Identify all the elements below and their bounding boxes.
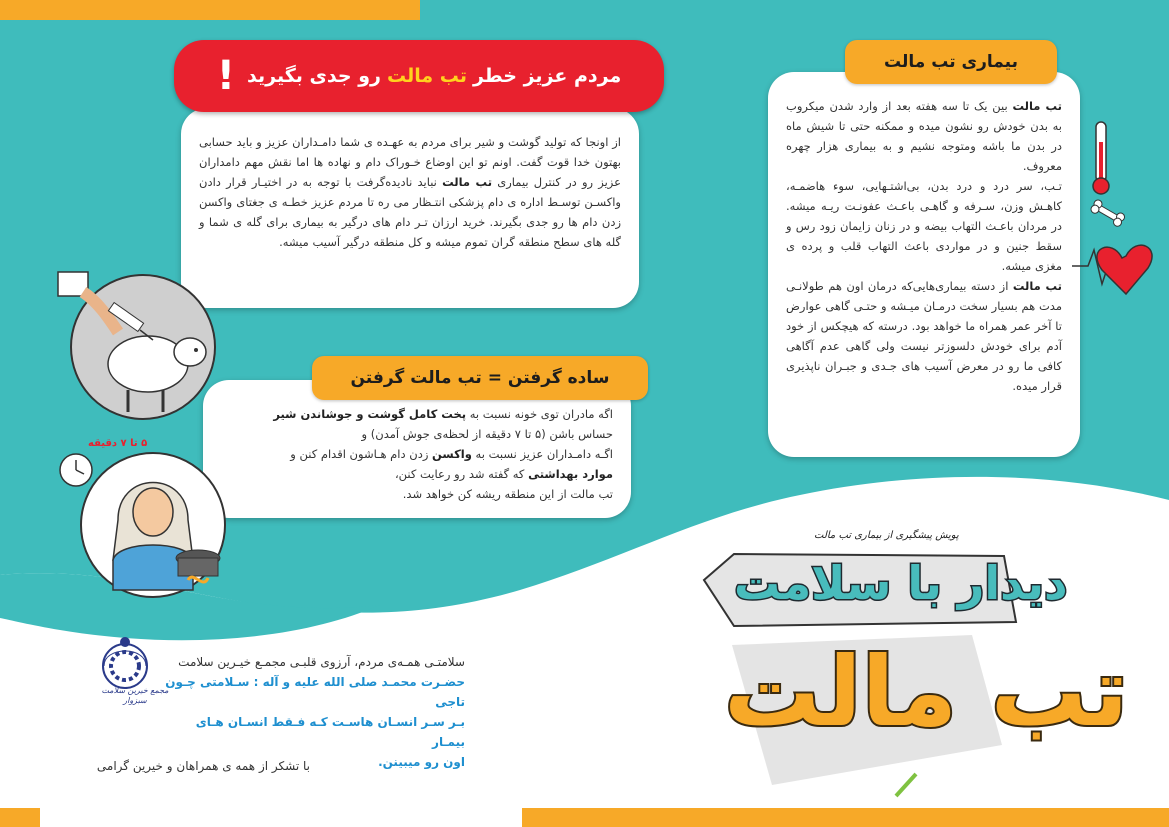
- disease-card: [768, 72, 1080, 457]
- thermometer-heart-icon: [1082, 118, 1162, 308]
- disease-para-1: بین یک تا سه هفته بعد از وارد شدن میکروب به بدن خودش رو نشون میده و ممکنه حتی تا شیش ماه در بدن ما باشه ومتوجه نشیم و به بیماری هزار چهره معروف.: [786, 99, 1062, 173]
- simple-title: ساده گرفتن = تب مالت گرفتن: [312, 356, 648, 400]
- warning-card: [181, 108, 639, 308]
- sheep-vaccine-illustration: [68, 272, 218, 422]
- simple-card: [203, 380, 631, 518]
- simple-bold-4: موارد بهداشتی: [528, 467, 613, 481]
- footer-quote-3: اون رو میبینن.: [378, 755, 465, 769]
- cover-headline: دیدار با سلامت: [734, 556, 1068, 610]
- small-needle-icon: [892, 770, 922, 800]
- footer-block: [165, 652, 465, 772]
- cover-big-title: تب مالت: [724, 636, 1129, 748]
- logo-text: مجمع خیرین سلامت سبزوار: [101, 686, 169, 705]
- mother-cooking-illustration: [78, 440, 228, 600]
- simple-line-5: تب مالت از این منطقه ریشه کن خواهد شد.: [402, 487, 613, 501]
- simple-line-3-post: زدن دام هـاشون اقدام کنن و: [290, 447, 433, 461]
- banner-text-pre: مردم عزیز خطر: [472, 65, 622, 87]
- simple-bold-1: پخت کامل گوشت و جوشاندن شیر: [273, 407, 467, 421]
- cover-slogan: پویش پیشگیری از بیماری تب مالت: [814, 530, 959, 541]
- banner-highlight: تب مالت: [386, 65, 467, 87]
- disease-para-3: از دسته بیماری‌هایی‌که درمان اون هم طولانـی مدت هم بسیار سخت درمـان میـشه و حتـی گاهی عوارض تا آخر عمر همراه ما خواهد بود. درسته که هیچکس از خود آدم برای خودش دلسوزتر نیست ولی گاهی عدم آگاهی کافی ما رو در معرض آسیب های جـدی و جبـران ناپذیری قرار میده.: [786, 279, 1062, 393]
- footer-line-1: سلامتـی همـه‌ی مردم، آرزوی قلبـی مجمـع خیـرین سلامت: [178, 655, 465, 669]
- footer-quote-2: بـر سـر انسـان هاسـت کـه فـقط انسـان هـای بیمـار: [195, 715, 465, 749]
- timer-label: ۵ تا ۷ دقیقه: [88, 438, 148, 449]
- simple-bold-3: واکسن: [432, 447, 472, 461]
- disease-title: بیماری تب مالت: [845, 40, 1057, 84]
- footer-thanks: با تشکر از همه ی همراهان و خیرین گرامی: [96, 759, 310, 773]
- top-bar: [0, 0, 420, 20]
- exclamation-mark: !: [216, 53, 236, 99]
- disease-bold-3: تب مالت: [1012, 279, 1062, 293]
- simple-line-1: اگه مادران توی خونه نسبت به: [466, 407, 613, 421]
- simple-line-4: که گفته شد رو رعایت کنن،: [394, 467, 529, 481]
- warning-text-1: از اونجا که تولید گوشت و شیر برای مردم به عهـده ی شما دامـداران عزیز و باید حسابی بهتون خدا قوت گفت. اونم تو این اوضاع خـوراک دام و نهاده ها اما نقش مهم دامداران عزیز رو در کنترل بیماری: [199, 135, 621, 189]
- footer-quote-1: حضـرت محمـد صلی الله علیه و آله : سـلامتی چـون تاجی: [165, 675, 465, 709]
- warning-text-2: نباید نادیده‌گرفت با توجه به در اختیـار قرار دادن واکسـن توسـط اداره ی دام پزشکی انتـظار می ره تا مردم عزیز خطـه ی جغتای واکسن زدن دام ها رو جدی بگیرند. خرید ارزان تـر دام های درگیر به بیماری برای گله ی شما و گله های سطح منطقه گران تموم میشه و کل منطقه درگیر آسیب میشه.: [199, 175, 621, 249]
- simple-line-3-pre: اگـه دامـداران عزیز نسبت به: [471, 447, 613, 461]
- warning-bold: تب مالت: [442, 175, 493, 189]
- simple-line-2: حساس باشن (۵ تا ۷ دقیقه از لحظه‌ی جوش آمدن) و: [361, 427, 613, 441]
- bottom-bar-left: [0, 808, 40, 827]
- warning-banner: [174, 40, 664, 112]
- bottom-bar-right: [522, 808, 1169, 827]
- banner-text-post: رو جدی بگیرید: [247, 65, 381, 87]
- disease-para-2: تـب، سر درد و درد بدن، بی‌اشتـهایی، سوء هاضمـه، کاهـش وزن، سـرفه و گاهـی باعـث عفونـت ریـه میشه. در مردان باعـث التهاب بیضه و در زنان زایمان زود رس و سقط جنین و در مواردی باعث التهاب قلب و پرده ی مغزی میشه.: [786, 179, 1062, 273]
- disease-bold-1: تب مالت: [1012, 99, 1062, 113]
